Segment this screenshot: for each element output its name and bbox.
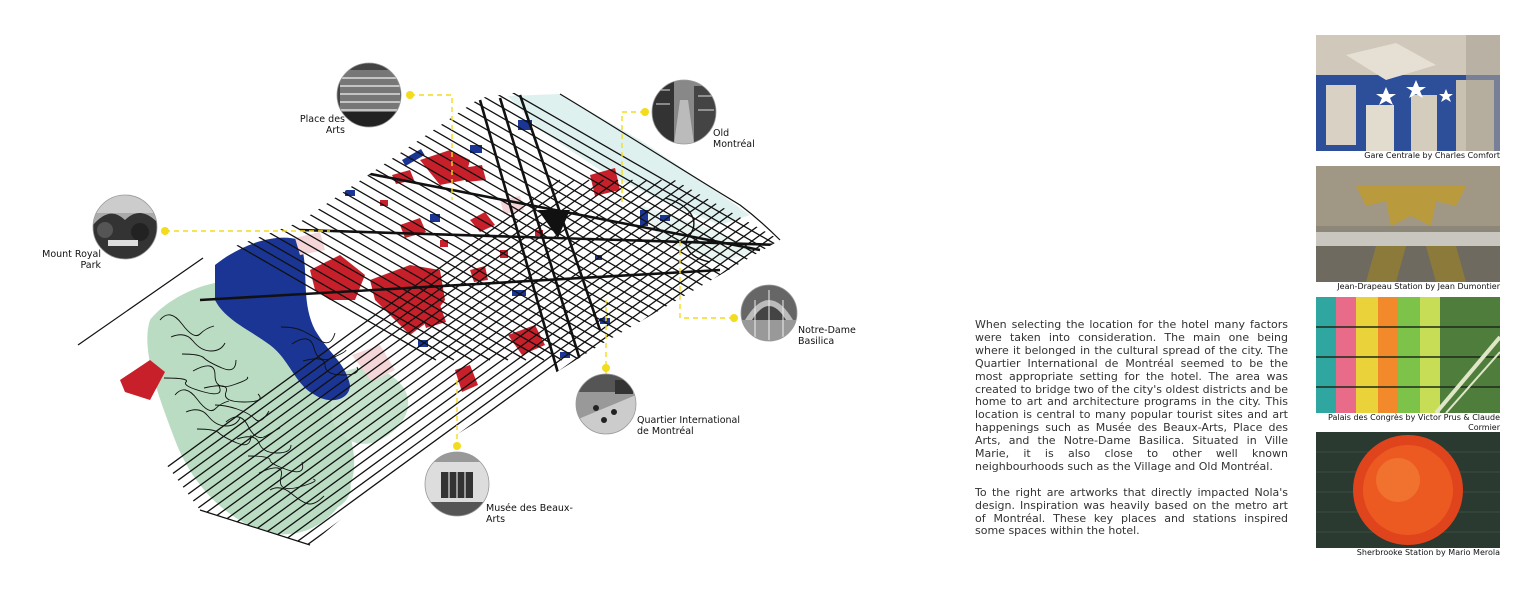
- caption-sherbrooke: Sherbrooke Station by Mario Merola: [1356, 548, 1500, 557]
- label-mount-royal-park: Mount Royal Park: [42, 249, 101, 271]
- label-notre-dame-basilica: Notre-Dame Basilica: [798, 325, 856, 347]
- caption-gare-centrale: Gare Centrale by Charles Comfort: [1364, 151, 1500, 160]
- caption-palais-des-congres: Palais des Congrès by Victor Prus & Claude Cormier: [1328, 413, 1500, 432]
- concrete-mural-icon: [1316, 166, 1500, 282]
- label-old-montreal: Old Montréal: [713, 128, 755, 150]
- description-paragraph-2: To the right are artworks that directly impacted Nola's design. Inspiration was heavily based on the metro art of Montréal. These key places and stations inspired some spaces within the hotel.: [975, 485, 1288, 538]
- relief-mural-icon: [1316, 35, 1500, 151]
- street-photo-icon: [652, 80, 718, 144]
- label-musee-des-beaux-arts: Musée des Beaux- Arts: [486, 503, 573, 525]
- stained-glass-icon: [1316, 297, 1500, 413]
- artwork-palais-des-congres: [1316, 297, 1500, 413]
- artwork-gare-centrale: [1316, 35, 1500, 151]
- orange-circle-mural-icon: [1316, 432, 1500, 548]
- description-paragraph-1: When selecting the location for the hotel many factors were taken into consideration. The main one being where it belonged in the cultural spread of the city. The Quartier International de Montréal seemed to be the most appropriate setting for the hotel. The area was created to bridge two of the city's oldest districts and be home to art and architecture programs in the city. This location is central to many popular tourist sites and art happenings such as Musée des Beaux-Arts, Place des Arts, and the Notre-Dame Basilica. Situated in Ville Marie, it is also close to other well known neighbourhoods such as the Village and Old Montréal.: [975, 318, 1288, 473]
- label-quartier-international: Quartier International de Montréal: [637, 415, 740, 437]
- caption-jean-drapeau: Jean-Drapeau Station by Jean Dumontier: [1337, 282, 1500, 291]
- artwork-jean-drapeau: [1316, 166, 1500, 282]
- artwork-sherbrooke: [1316, 432, 1500, 548]
- label-place-des-arts: Place des Arts: [299, 114, 345, 136]
- building-photo-icon: [337, 63, 403, 130]
- description-text: [975, 319, 1288, 551]
